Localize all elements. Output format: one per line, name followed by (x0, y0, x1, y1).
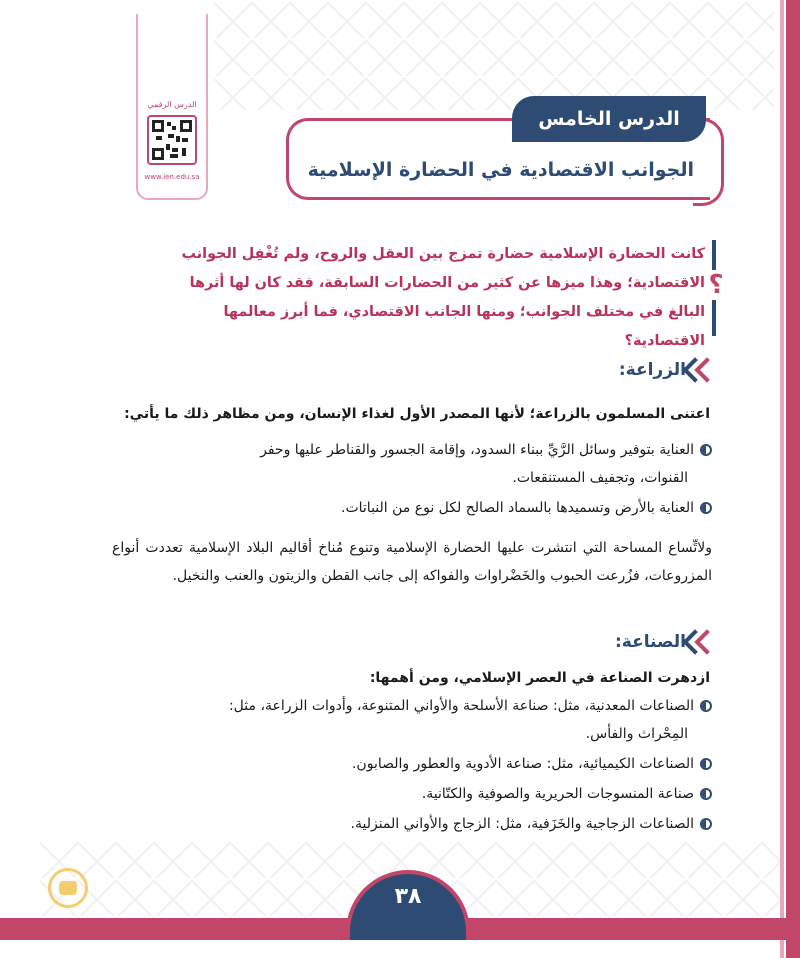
industry-title: الصناعة: (614, 632, 686, 652)
industry-bullet-3 (112, 780, 712, 808)
page-edge-strip (786, 0, 800, 958)
bullet-text: الصناعات الزجاجية والخَزَفية، مثل: الزجاج والأواني المنزلية. (350, 816, 694, 832)
industry-heading (615, 632, 716, 652)
digital-lesson-tab[interactable] (136, 14, 208, 200)
bullet-icon (700, 788, 712, 800)
agriculture-bullet-2 (112, 494, 712, 522)
bullet-text: العناية بتوفير وسائل الرَّيِّ ببناء السدود، وإقامة الجسور والقناطر عليها وحفر (260, 442, 694, 458)
agriculture-bullet-1 (112, 436, 712, 492)
bullet-text: الصناعات الكيميائية، مثل: صناعة الأدوية والعطور والصابون. (351, 756, 694, 772)
industry-bullet-2 (112, 750, 712, 778)
intro-paragraph: كانت الحضارة الإسلامية حضارة تمزج بين العقل والروح، ولم تُغْفِل الجوانب الاقتصادية؛ وهذا ميزها عن كثير من الحضارات السابقة، فقد كان لها أثرها البالغ في مختلف الجوانب؛ ومنها الجانب الاقتصادي، فما أبرز معالمها الاقتصادية؟ (181, 246, 705, 349)
bullet-icon (700, 700, 712, 712)
industry-bullet-1 (112, 692, 712, 748)
industry-bullet-4 (112, 810, 712, 838)
bullet-text-cont: المِحْراث والفأس. (585, 726, 688, 742)
bullet-text: صناعة المنسوجات الحريرية والصوفية والكتّانية. (421, 786, 694, 802)
page-number: ٣٨ (346, 870, 470, 940)
qr-code-icon[interactable] (147, 115, 197, 165)
lesson-title: الجوانب الاقتصادية في الحضارة الإسلامية (307, 159, 694, 181)
lesson-number-tag: الدرس الخامس (512, 96, 706, 142)
bullet-icon (700, 758, 712, 770)
bullet-text: الصناعات المعدنية، مثل: صناعة الأسلحة والأواني المتنوعة، وأدوات الزراعة، مثل: (228, 698, 694, 714)
bullet-icon (700, 818, 712, 830)
agriculture-title: الزراعة: (618, 360, 686, 380)
double-chevron-icon (692, 633, 716, 651)
bullet-icon (700, 502, 712, 514)
agriculture-lead: اعتنى المسلمون بالزراعة؛ لأنها المصدر الأول لغذاء الإنسان، ومن مظاهر ذلك ما يأتي: (124, 406, 710, 422)
digital-lesson-label: الدرس الرقمي (147, 100, 197, 109)
question-mark-icon: ؟ (706, 270, 726, 300)
bullet-text: العناية بالأرض وتسميدها بالسماد الصالح لكل نوع من النباتات. (341, 500, 694, 516)
decor-pattern-top (214, 0, 774, 110)
agriculture-paragraph: ولاتِّساع المساحة التي انتشرت عليها الحضارة الإسلامية وتنوع مُناخ أقاليم البلاد الإسلامية تعددت أنواع المزروعات، فزُرعت الحبوب والخَضْراوات والفواكه إلى جانب القطن والزيتون والعنب والنخيل. (112, 540, 712, 584)
portal-url[interactable]: www.ien.edu.sa (144, 173, 200, 181)
double-chevron-icon (692, 361, 716, 379)
industry-lead: ازدهرت الصناعة في العصر الإسلامي، ومن أهمها: (369, 670, 710, 686)
bullet-text-cont: القنوات، وتجفيف المستنقعات. (512, 470, 688, 486)
publisher-logo-icon (48, 868, 88, 908)
bullet-icon (700, 444, 712, 456)
agriculture-heading (619, 360, 716, 380)
